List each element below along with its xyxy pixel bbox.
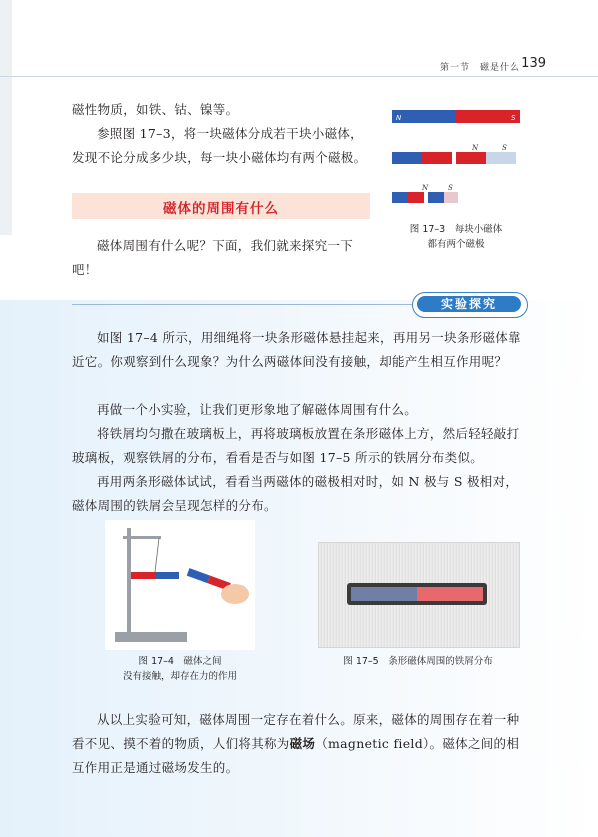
caption-line: 都有两个磁极 — [427, 239, 485, 250]
experiment-paragraph-2: 再做一个小实验，让我们更形象地了解磁体周围有什么。 — [97, 402, 418, 417]
section-heading-bar — [72, 193, 370, 219]
page-number: 139 — [521, 56, 546, 71]
figure-17-4-caption — [105, 654, 255, 684]
stand-arm — [123, 536, 161, 539]
caption-line: 没有接触，却存在力的作用 — [122, 671, 237, 682]
pole-label-s: S — [511, 114, 516, 122]
left-margin-band — [0, 0, 12, 235]
header-rule — [0, 76, 598, 77]
figure-17-4-illustration — [105, 520, 255, 650]
pole-label-s: S — [448, 184, 453, 192]
half-magnets — [392, 144, 516, 164]
experiment-divider — [72, 304, 412, 305]
pole-label-n: N — [472, 144, 479, 152]
figure-17-3-caption — [392, 222, 520, 252]
conclusion-text-start: 从以上实验可知，磁体周围一定存在着什么。原来，磁体的周围存在着一种看不见、摸不着的物质，人们将其称为 — [72, 712, 520, 751]
conclusion-text-end: （magnetic field）。磁体之间的相互作用正是通过磁场发生的。 — [72, 736, 520, 775]
hand — [221, 584, 249, 604]
intro-line: 磁性物质，如铁、钴、镍等。 — [72, 102, 239, 117]
stand-pole — [127, 528, 131, 634]
page-header — [0, 56, 598, 76]
section-intro-text: 磁体周围有什么呢？下面，我们就来探究一下吧！ — [72, 238, 354, 277]
quarter-magnets — [392, 184, 458, 203]
magnet-south-half — [417, 587, 483, 601]
suspended-magnet — [131, 572, 179, 579]
figure-17-5-iron-filings — [318, 542, 520, 648]
experiment-label: 实验探究 — [417, 296, 521, 312]
pole-label-s: S — [502, 144, 507, 152]
figure-17-5-caption: 图 17–5 条形磁体周围的铁屑分布 — [343, 656, 493, 667]
pole-label-n: N — [422, 184, 429, 192]
section-title: 磁体的周围有什么 — [163, 201, 279, 217]
conclusion-paragraph — [72, 708, 527, 780]
header-section-title: 第一节 磁是什么 — [439, 63, 520, 73]
caption-line: 图 17–3 每块小磁体 — [409, 224, 503, 235]
caption-line: 图 17–4 磁体之间 — [138, 656, 222, 667]
magnet-north-half — [351, 587, 417, 601]
experiment-paragraph-3: 将铁屑均匀撒在玻璃板上，再将玻璃板放置在条形磁体上方，然后轻轻敲打玻璃板，观察铁屑的分布，看看是否与如图 17–5 所示的铁屑分布类似。 — [72, 426, 520, 465]
pole-label-n: N — [396, 114, 402, 122]
full-magnet — [392, 110, 520, 123]
experiment-paragraph-1: 如图 17–4 所示，用细绳将一块条形磁体悬挂起来，再用另一块条形磁体靠近它。你观察到什么现象？为什么两磁体间没有接触，却能产生相互作用呢？ — [72, 330, 521, 369]
key-term-magnetic-field: 磁场 — [289, 736, 316, 751]
figure-17-3-magnets — [390, 100, 530, 210]
intro-paragraph: 参照图 17–3，将一块磁体分成若干块小磁体，发现不论分成多少块，每一块小磁体均有两个磁极。 — [72, 126, 367, 165]
stand-base — [115, 632, 187, 642]
experiment-label-badge — [412, 292, 528, 318]
experiment-paragraph-4: 再用两条形磁体试试，看看当两磁体的磁极相对时，如 N 极与 S 极相对，磁体周围的铁屑会呈现怎样的分布。 — [72, 474, 519, 513]
